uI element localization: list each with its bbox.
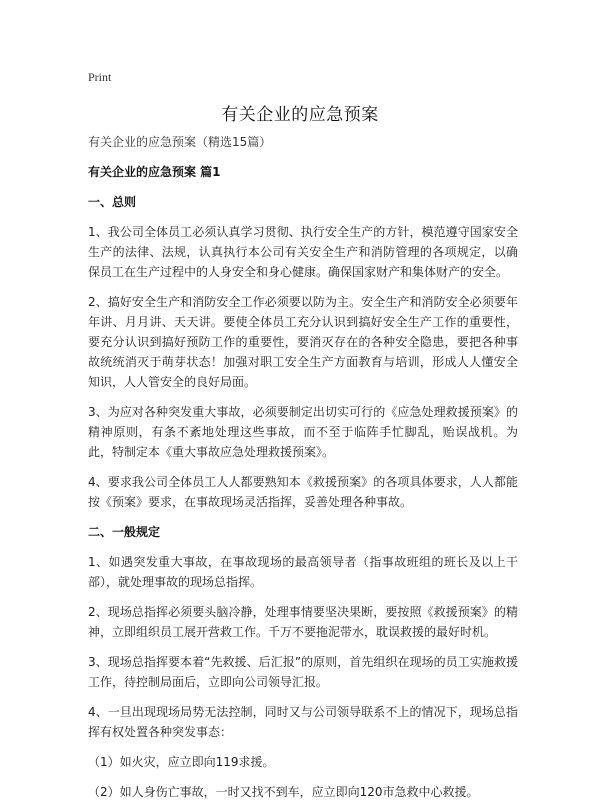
paragraph: 2、搞好安全生产和消防安全工作必须要以防为主。安全生产和消防安全必须要年年讲、月月讲、天天讲。要使全体员工充分认识到搞好安全生产工作的重要性，要充分认识到搞好预防工作的重要性，要消灭存在的各种安全隐患，要把各种事故统统消灭于萌芽状态！加强对职工安全生产方面教育与培训，形成人人懂安全知识，人人管安全的良好局面。 [88, 295, 518, 389]
list-item: （2）如人身伤亡事故，一时又找不到车，应立即向120市急救中心救援。 [88, 785, 479, 799]
document-body [88, 132, 518, 812]
list-item: （1）如火灾，应立即向119求援。 [88, 755, 275, 769]
document-subtitle: 有关企业的应急预案（精选15篇） [88, 135, 272, 149]
paragraph: 4、要求我公司全体员工人人都要熟知本《救援预案》的各项具体要求，人人都能按《预案》要求，在事故现场灵活指挥，妥善处理各种事故。 [88, 475, 518, 509]
paragraph: 1、我公司全体员工必须认真学习贯彻、执行安全生产的方针，模范遵守国家安全生产的法律、法规，认真执行本公司有关安全生产和消防管理的各项规定，以确保员工在生产过程中的人身安全和身心健康。确保国家财产和集体财产的安全。 [88, 225, 518, 279]
print-label: Print [88, 70, 112, 84]
paragraph: 3、为应对各种突发重大事故，必须要制定出切实可行的《应急处理救援预案》的精神原则，有条不紊地处理这些事故，而不至于临阵手忙脚乱，贻误战机。为此，特制定本《重大事故应急处理救援预案》。 [88, 405, 518, 459]
paragraph: 4、一旦出现现场局势无法控制，同时又与公司领导联系不上的情况下，现场总指挥有权处置各种突发事态： [88, 705, 518, 739]
section-heading-rules: 二、一般规定 [88, 525, 161, 539]
document-title: 有关企业的应急预案 [221, 105, 379, 125]
section-heading-general: 一、总则 [88, 195, 137, 209]
paragraph: 2、现场总指挥必须要头脑冷静，处理事情要坚决果断，要按照《救援预案》的精神，立即组织员工展开营救工作。千万不要拖泥带水，耽误救援的最好时机。 [88, 605, 518, 639]
paragraph: 3、现场总指挥要本着“先救援、后汇报”的原则，首先组织在现场的员工实施救援工作，待控制局面后，立即向公司领导汇报。 [88, 655, 518, 689]
paragraph: 1、如遇突发重大事故，在事故现场的最高领导者（指事故班组的班长及以上干部），就处理事故的现场总指挥。 [88, 555, 518, 589]
part-heading: 有关企业的应急预案 篇1 [88, 165, 221, 179]
